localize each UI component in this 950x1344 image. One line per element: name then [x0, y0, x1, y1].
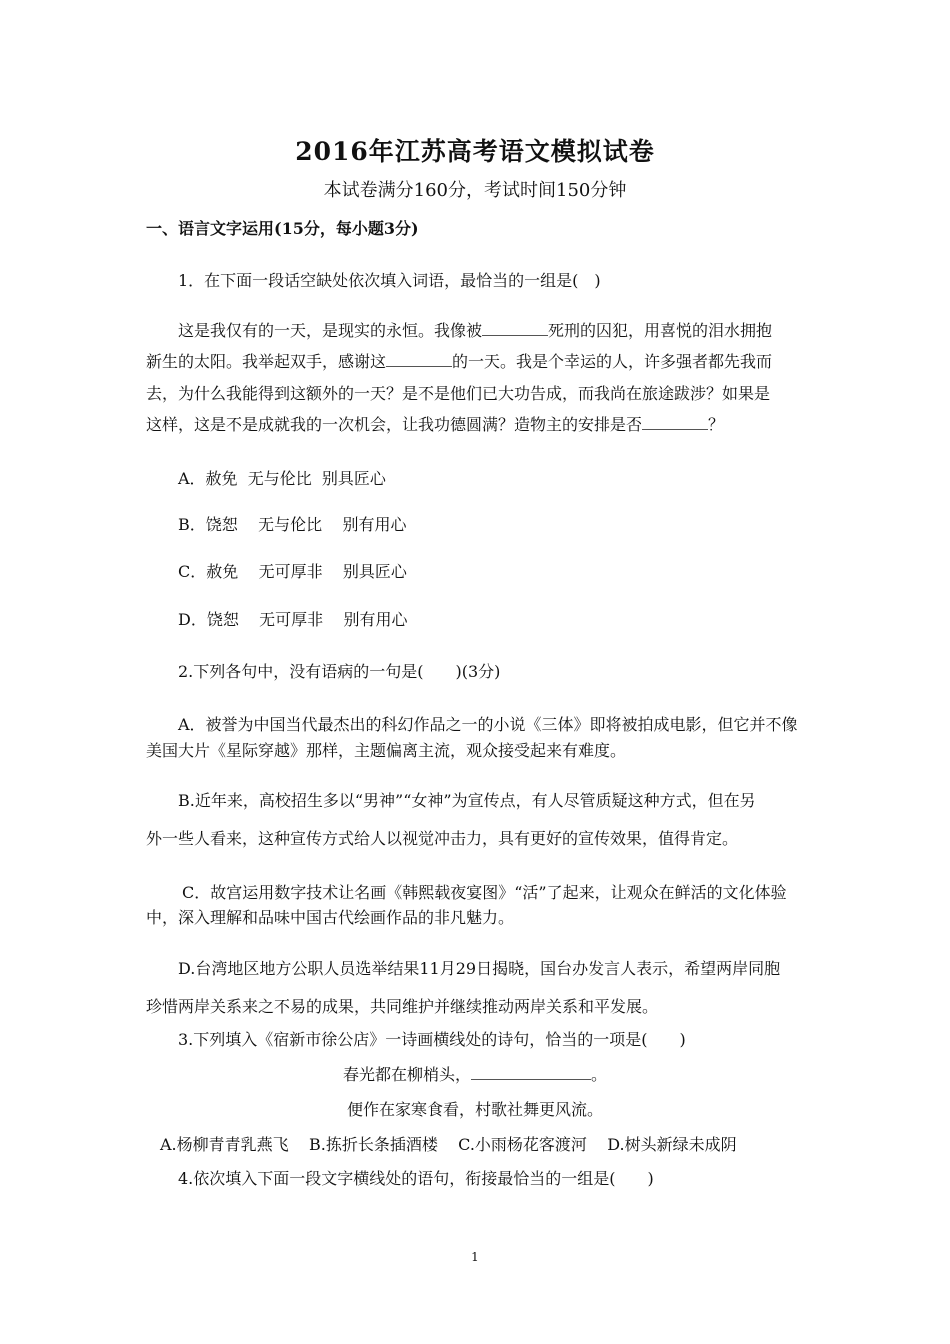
- q1-passage-line-2: [146, 349, 772, 372]
- q4-stem: 4.依次填入下面一段文字横线处的语句，衔接最恰当的一组是( ): [178, 1169, 654, 1188]
- q1-passage-text: 的一天。我是个幸运的人，许多强者都先我而: [452, 352, 773, 371]
- answer-blank-2: [386, 350, 452, 367]
- page-number: 1: [471, 1250, 479, 1264]
- answer-blank-1: [482, 319, 548, 336]
- q3-poem-line-2: 便作在家寒食看，村歌社舞更风流。: [346, 1100, 603, 1119]
- q1-option-c: C．赦免 无可厚非 别具匠心: [178, 562, 407, 581]
- exam-info: 本试卷满分160分，考试时间150分钟: [323, 180, 627, 201]
- q1-stem: 1．在下面一段话空缺处依次填入词语，最恰当的一组是( ): [178, 271, 601, 290]
- q1-option-a: A．赦免 无与伦比 别具匠心: [178, 469, 386, 488]
- q2-option-d-line-1: D.台湾地区地方公职人员选举结果11月29日揭晓，国台办发言人表示，希望两岸同胞: [178, 959, 781, 978]
- q3-options: A.杨柳青青乳燕飞 B.拣折长条插酒楼 C.小雨杨花客渡河 D.树头新绿未成阴: [160, 1135, 737, 1154]
- q2-option-c-line-2: 中，深入理解和品味中国古代绘画作品的非凡魅力。: [146, 908, 515, 927]
- q2-option-a-line-2: 美国大片《星际穿越》那样，主题偏离主流，观众接受起来有难度。: [146, 741, 627, 760]
- section-heading: 一、语言文字运用(15分，每小题3分): [146, 219, 419, 238]
- q1-passage-line-1: [178, 318, 772, 341]
- q3-poem-line-1: [0, 1062, 950, 1085]
- q1-option-b: B．饶恕 无与伦比 别有用心: [178, 515, 407, 534]
- q1-passage-line-4: [146, 412, 724, 435]
- q3-stem: 3.下列填入《宿新市徐公店》一诗画横线处的诗句，恰当的一项是( ): [178, 1030, 686, 1049]
- q1-passage-line-3: 去，为什么我能得到这额外的一天？是不是他们已大功告成，而我尚在旅途跋涉？如果是: [146, 384, 771, 403]
- q1-passage-text: ？: [708, 415, 725, 434]
- q3-poem-text: 。: [591, 1065, 608, 1084]
- q3-poem-text: 春光都在柳梢头，: [342, 1065, 471, 1084]
- q1-passage-text: 死刑的囚犯，用喜悦的泪水拥抱: [548, 321, 773, 340]
- q1-passage-text: 新生的太阳。我举起双手，感谢这: [146, 352, 387, 371]
- q1-option-d: D．饶恕 无可厚非 别有用心: [178, 610, 408, 629]
- q2-option-a-line-1: A．被誉为中国当代最杰出的科幻作品之一的小说《三体》即将被拍成电影，但它并不像: [178, 715, 798, 734]
- answer-blank-3: [642, 413, 708, 430]
- q1-passage-text: 这样，这是不是成就我的一次机会，让我功德圆满？造物主的安排是否: [146, 415, 643, 434]
- q2-option-c-line-1: C．故宫运用数字技术让名画《韩熙载夜宴图》“活”了起来，让观众在鲜活的文化体验: [182, 883, 787, 902]
- answer-blank-4: [471, 1063, 591, 1080]
- q2-option-d-line-2: 珍惜两岸关系来之不易的成果，共同维护并继续推动两岸关系和平发展。: [146, 997, 659, 1016]
- page-title: 2016年江苏高考语文模拟试卷: [295, 137, 655, 166]
- q2-option-b-line-2: 外一些人看来，这种宣传方式给人以视觉冲击力，具有更好的宣传效果，值得肯定。: [146, 829, 739, 848]
- q2-option-b-line-1: B.近年来，高校招生多以“男神”“女神”为宣传点，有人尽管质疑这种方式，但在另: [178, 791, 756, 810]
- q2-stem: 2.下列各句中，没有语病的一句是( )(3分): [178, 662, 501, 681]
- q1-passage-text: 这是我仅有的一天，是现实的永恒。我像被: [178, 321, 483, 340]
